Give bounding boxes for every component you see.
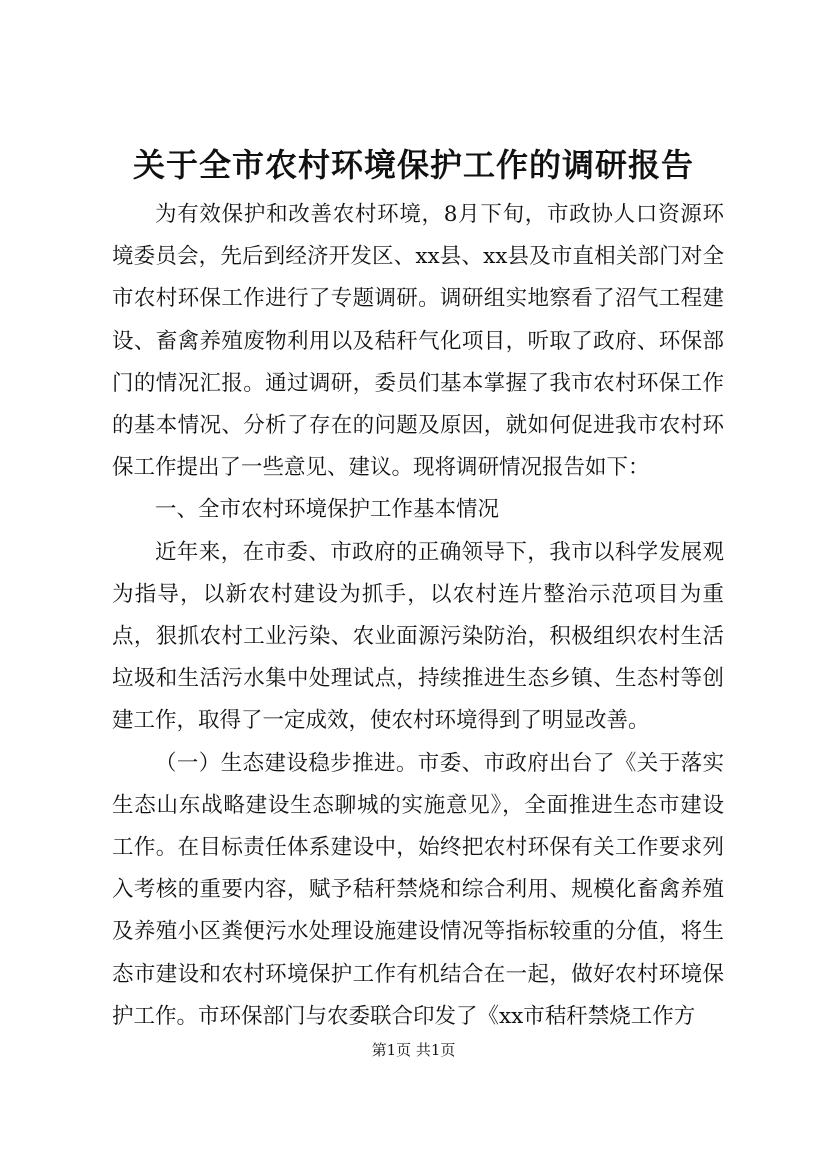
- paragraph-intro: 为有效保护和改善农村环境，8月下旬，市政协人口资源环境委员会，先后到经济开发区、xx县、xx县及市直相关部门对全市农村环保工作进行了专题调研。调研组实地察看了沼气工程建设、畜禽养殖废物利用以及秸秆气化项目，听取了政府、环保部门的情况汇报。通过调研，委员们基本掌握了我市农村环保工作的基本情况、分析了存在的问题及原因，就如何促进我市农村环保工作提出了一些意见、建议。现将调研情况报告如下：: [112, 202, 724, 481]
- page-footer: 第1页 共1页: [371, 1041, 456, 1059]
- document-body: [112, 194, 724, 1038]
- page-title: 关于全市农村环境保护工作的调研报告: [132, 146, 694, 184]
- paragraph-ecology: （一）生态建设稳步推进。市委、市政府出台了《关于落实生态山东战略建设生态聊城的实施意见》，全面推进生态市建设工作。在目标责任体系建设中，始终把农村环保有关工作要求列入考核的重要内容，赋予秸秆禁烧和综合利用、规模化畜禽养殖及养殖小区粪便污水处理设施建设情况等指标较重的分值，将生态市建设和农村环境保护工作有机结合在一起，做好农村环境保护工作。市环保部门与农委联合印发了《xx市秸秆禁烧工作方: [112, 750, 724, 1029]
- paragraph-overview: 近年来，在市委、市政府的正确领导下，我市以科学发展观为指导，以新农村建设为抓手，以农村连片整治示范项目为重点，狠抓农村工业污染、农业面源污染防治，积极组织农村生活垃圾和生活污水集中处理试点，持续推进生态乡镇、生态村等创建工作，取得了一定成效，使农村环境得到了明显改善。: [112, 539, 724, 734]
- section-heading: 一、全市农村环境保护工作基本情况: [155, 497, 500, 523]
